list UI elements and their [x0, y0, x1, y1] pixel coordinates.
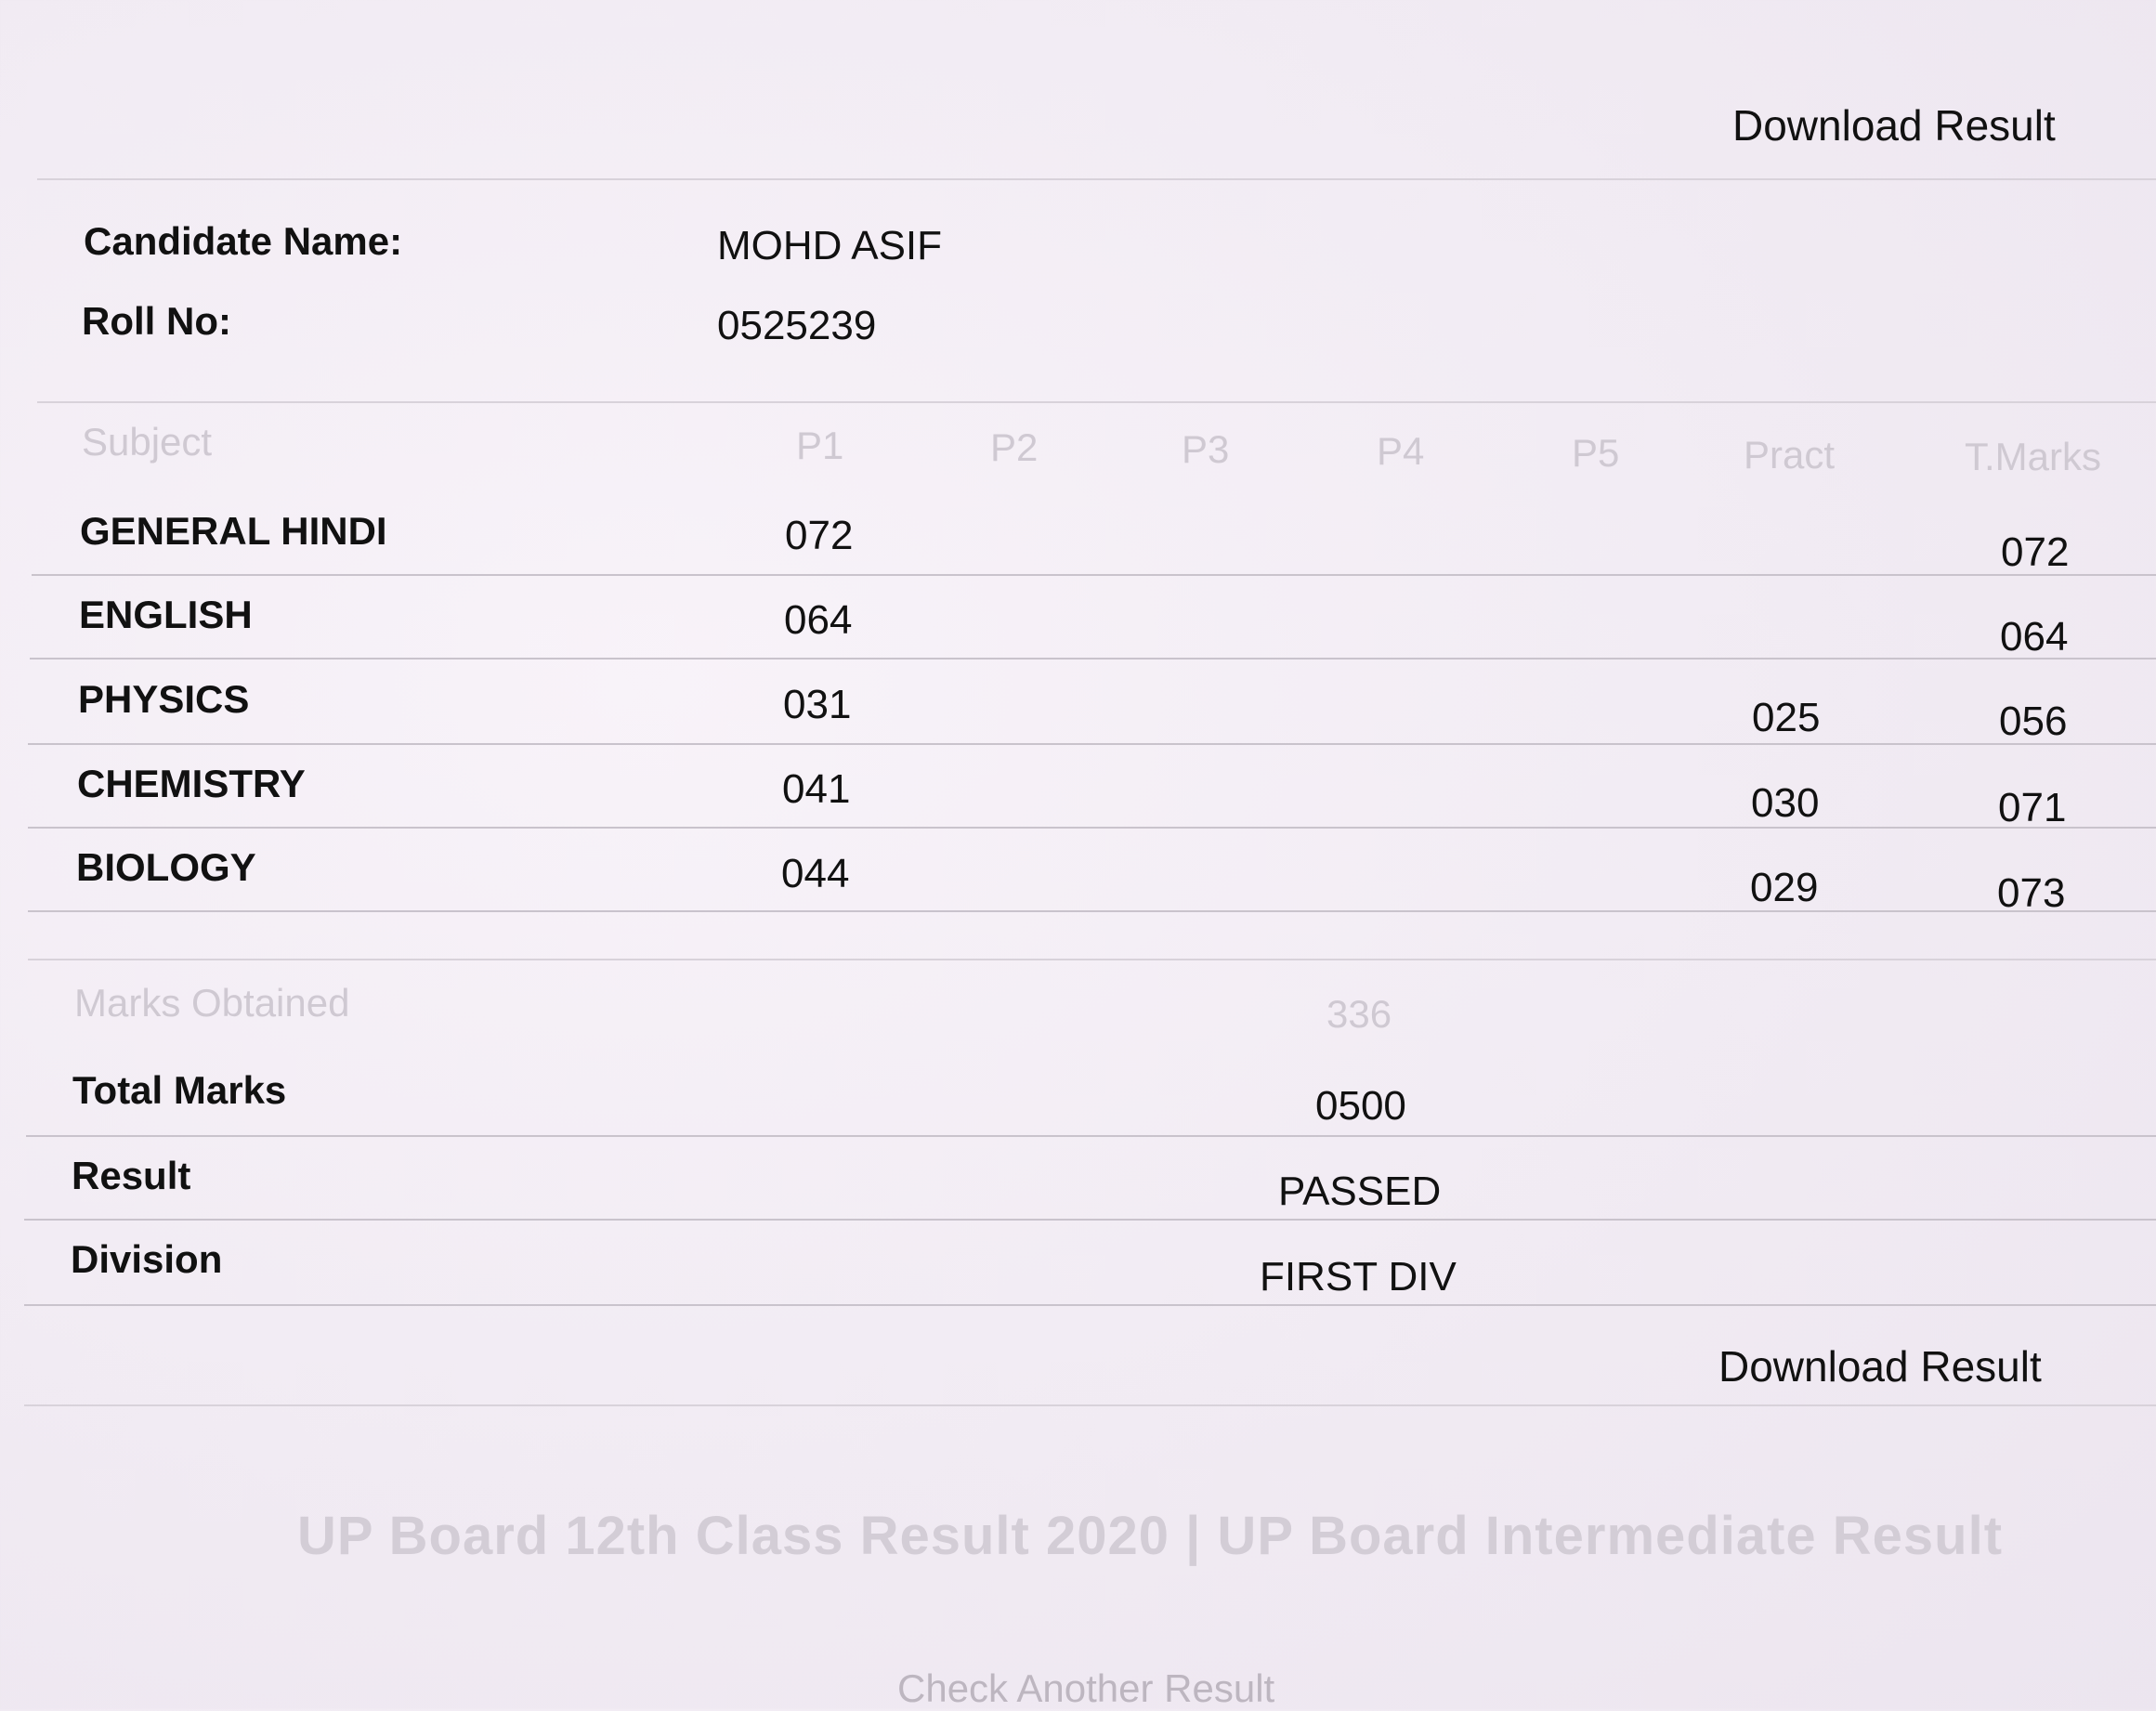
row-tmarks: 072 [2001, 529, 2070, 575]
row-divider [24, 1304, 2156, 1306]
row-subject: PHYSICS [78, 677, 250, 721]
marks-obtained-label: Marks Obtained [74, 981, 350, 1025]
row-p1: 072 [785, 513, 854, 558]
row-divider [24, 1219, 2156, 1221]
row-subject: CHEMISTRY [77, 762, 306, 805]
row-p1: 064 [784, 597, 853, 643]
row-divider [26, 1135, 2156, 1137]
row-tmarks: 056 [1999, 699, 2068, 744]
header-pract: Pract [1744, 433, 1836, 477]
result-value: PASSED [1278, 1169, 1442, 1214]
row-pract: 030 [1751, 780, 1820, 826]
row-divider [28, 743, 2156, 745]
row-tmarks: 064 [2000, 614, 2069, 660]
download-result-link-bottom[interactable]: Download Result [1718, 1342, 2042, 1391]
divider [24, 1404, 2156, 1406]
header-p5: P5 [1572, 431, 1620, 475]
row-subject: ENGLISH [79, 593, 253, 636]
candidate-name-value: MOHD ASIF [717, 223, 943, 268]
candidate-name-label: Candidate Name: [84, 219, 403, 263]
roll-no-label: Roll No: [82, 299, 231, 343]
download-result-link-top[interactable]: Download Result [1732, 101, 2056, 150]
header-p4: P4 [1377, 429, 1425, 473]
division-value: FIRST DIV [1260, 1254, 1457, 1300]
total-marks-label: Total Marks [72, 1068, 287, 1112]
row-p1: 041 [782, 766, 851, 812]
row-p1: 044 [781, 851, 850, 896]
header-p2: P2 [990, 425, 1039, 469]
row-tmarks: 073 [1997, 870, 2066, 916]
header-subject: Subject [82, 420, 213, 464]
division-label: Division [71, 1237, 223, 1281]
header-p1: P1 [796, 424, 844, 467]
roll-no-value: 0525239 [717, 303, 877, 348]
check-another-result-link[interactable]: Check Another Result [897, 1666, 1275, 1710]
row-pract: 025 [1752, 695, 1821, 740]
row-divider [28, 827, 2156, 829]
row-subject: BIOLOGY [76, 845, 256, 889]
footer-title: UP Board 12th Class Result 2020 | UP Board Intermediate Result [297, 1506, 2004, 1566]
total-marks-value: 0500 [1315, 1083, 1406, 1129]
marks-obtained-value: 336 [1326, 992, 1392, 1036]
row-p1: 031 [783, 682, 852, 727]
row-divider [32, 574, 2156, 576]
header-tmarks: T.Marks [1965, 435, 2101, 478]
divider [37, 178, 2156, 180]
divider [28, 959, 2156, 960]
row-divider [30, 658, 2156, 660]
row-tmarks: 071 [1998, 785, 2067, 830]
header-p3: P3 [1182, 427, 1230, 471]
result-label: Result [72, 1154, 191, 1197]
row-pract: 029 [1750, 865, 1819, 910]
divider [37, 401, 2156, 403]
row-subject: GENERAL HINDI [80, 509, 387, 553]
row-divider [28, 910, 2156, 912]
